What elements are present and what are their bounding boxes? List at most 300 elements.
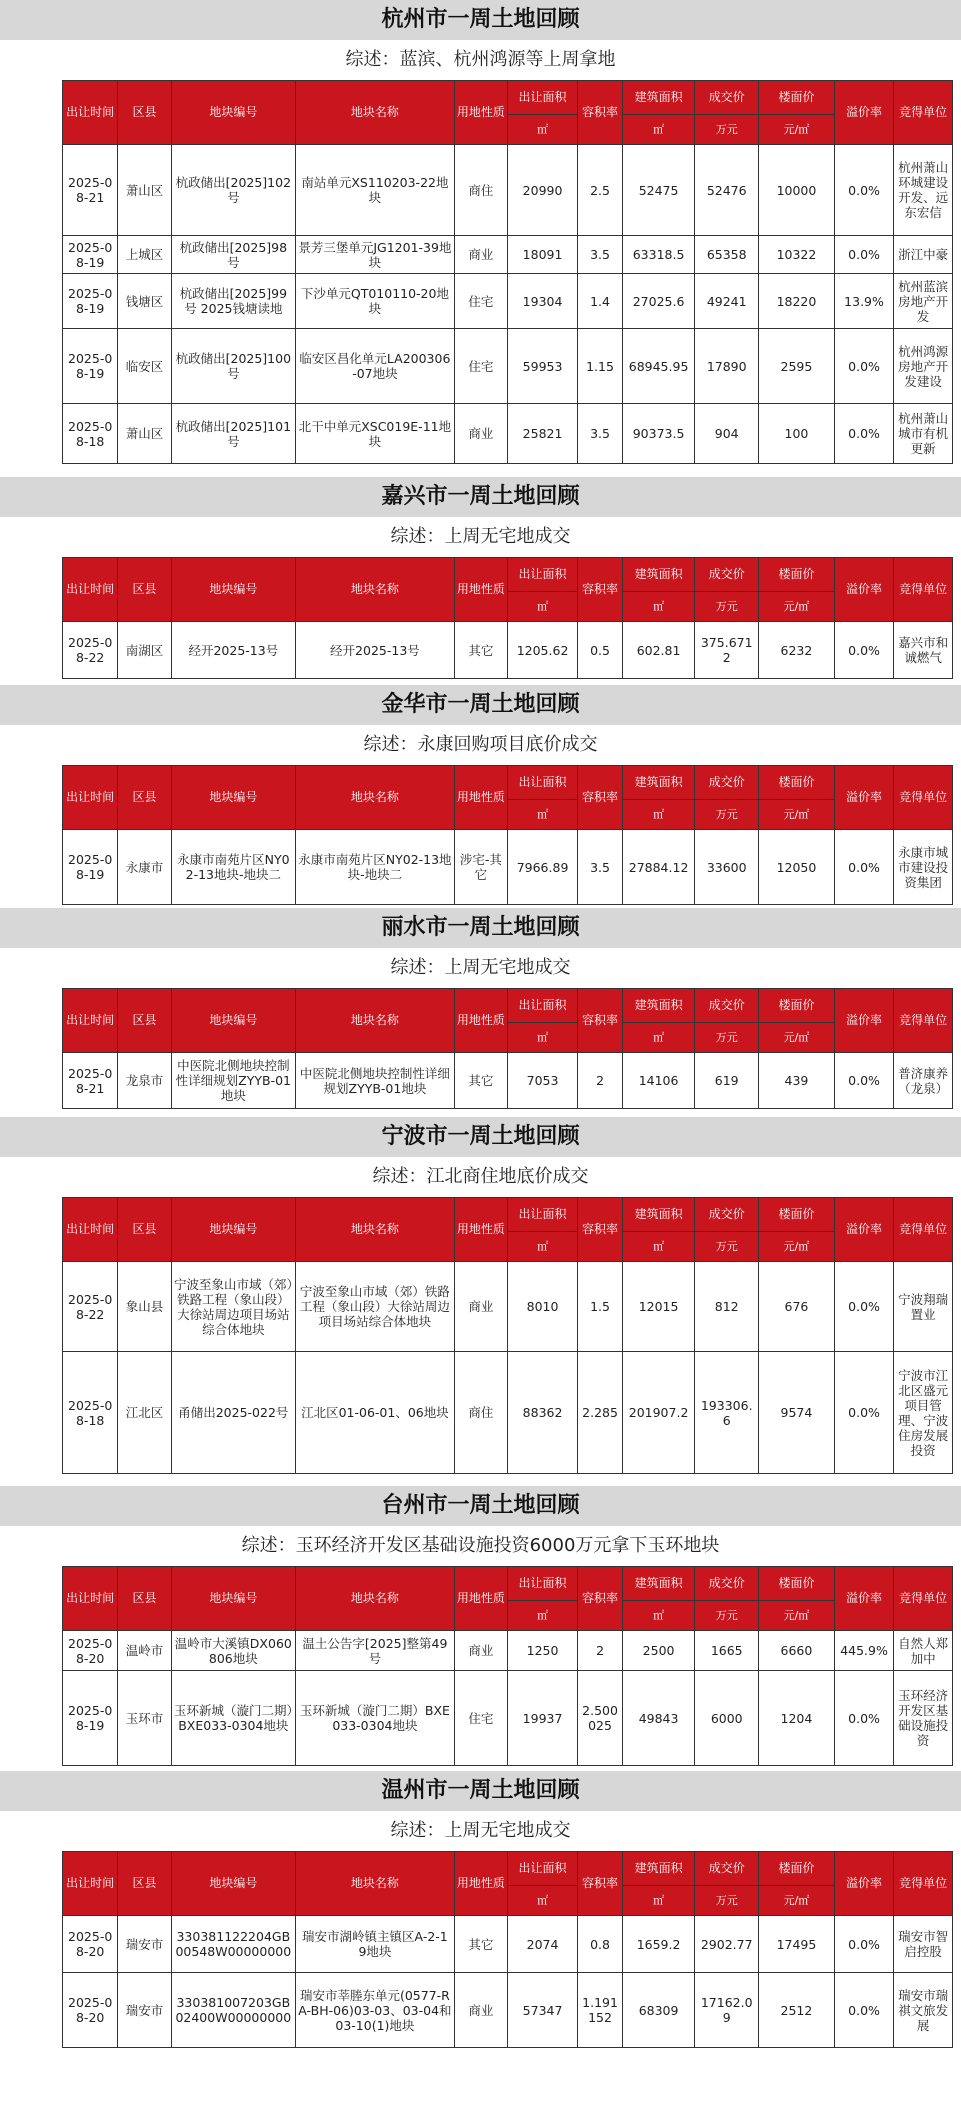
col-header-winner: 竞得单位: [894, 989, 953, 1053]
cell-area: 19937: [507, 1671, 577, 1766]
col-header-use: 用地性质: [454, 1567, 507, 1631]
unit-wan: 万元: [695, 115, 759, 145]
cell-date: 2025-08-20: [63, 1916, 118, 1973]
cell-unit-price: 676: [759, 1262, 835, 1352]
table-header-row: [63, 1852, 953, 1886]
cell-use: 商业: [454, 1973, 507, 2048]
col-header-district: 区县: [118, 989, 171, 1053]
col-header-code: 地块编号: [171, 989, 296, 1053]
section-summary: 综述：江北商住地底价成交: [372, 1166, 589, 1187]
cell-price: 2902.77: [695, 1916, 759, 1973]
col-header-date: 出让时间: [63, 558, 118, 622]
cell-code: 杭政储出[2025]102号: [171, 145, 296, 236]
col-header-build-area: 建筑面积: [622, 1567, 694, 1601]
cell-district: 龙泉市: [118, 1053, 171, 1109]
cell-district: 南湖区: [118, 622, 171, 679]
unit-yuan-sqm: 元/㎡: [759, 1601, 835, 1631]
unit-sqm: ㎡: [622, 115, 694, 145]
unit-wan: 万元: [695, 1886, 759, 1916]
table-header-row: [63, 81, 953, 115]
col-header-code: 地块编号: [171, 1198, 296, 1262]
cell-area: 20990: [507, 145, 577, 236]
unit-wan: 万元: [695, 1601, 759, 1631]
col-header-district: 区县: [118, 766, 171, 830]
section-taizhou: [0, 1486, 961, 1766]
col-header-price: 成交价: [695, 989, 759, 1023]
cell-unit-price: 100: [759, 404, 835, 464]
col-header-name: 地块名称: [296, 1852, 455, 1916]
cell-area: 59953: [507, 329, 577, 404]
cell-name: 宁波至象山市域（郊）铁路工程（象山段）大徐站周边项目场站综合体地块: [296, 1262, 455, 1352]
cell-unit-price: 18220: [759, 274, 835, 329]
land-table: [62, 557, 953, 679]
cell-code: 宁波至象山市域（郊）铁路工程（象山段）大徐站周边项目场站综合体地块: [171, 1262, 296, 1352]
cell-name: 瑞安市湖岭镇主镇区A-2-19地块: [296, 1916, 455, 1973]
table-row: [63, 1352, 953, 1474]
table-header-row: [63, 558, 953, 592]
col-header-use: 用地性质: [454, 81, 507, 145]
unit-yuan-sqm: 元/㎡: [759, 1886, 835, 1916]
col-header-build-area: 建筑面积: [622, 766, 694, 800]
col-header-winner: 竞得单位: [894, 1567, 953, 1631]
table-row: [63, 329, 953, 404]
cell-code: 330381007203GB02400W00000000: [171, 1973, 296, 2048]
cell-district: 象山县: [118, 1262, 171, 1352]
cell-use: 住宅: [454, 329, 507, 404]
cell-winner: 杭州萧山城市有机更新: [894, 404, 953, 464]
cell-unit-price: 9574: [759, 1352, 835, 1474]
col-header-area: 出让面积: [507, 81, 577, 115]
col-header-build-area: 建筑面积: [622, 1852, 694, 1886]
unit-sqm: ㎡: [622, 1232, 694, 1262]
cell-district: 玉环市: [118, 1671, 171, 1766]
unit-wan: 万元: [695, 592, 759, 622]
col-header-date: 出让时间: [63, 989, 118, 1053]
col-header-use: 用地性质: [454, 766, 507, 830]
section-title: 温州市一周土地回顾: [0, 1771, 961, 1811]
cell-winner: 杭州萧山环城建设开发、远东宏信: [894, 145, 953, 236]
col-header-name: 地块名称: [296, 1567, 455, 1631]
table-row: [63, 622, 953, 679]
table-row: [63, 236, 953, 274]
col-header-far: 容积率: [578, 766, 623, 830]
col-header-price: 成交价: [695, 1852, 759, 1886]
cell-far: 2.5: [578, 145, 623, 236]
cell-premium: 0.0%: [834, 1973, 894, 2048]
cell-district: 瑞安市: [118, 1973, 171, 2048]
col-header-price: 成交价: [695, 558, 759, 592]
unit-wan: 万元: [695, 1232, 759, 1262]
section-hangzhou: [0, 0, 961, 464]
cell-premium: 13.9%: [834, 274, 894, 329]
cell-price: 49241: [695, 274, 759, 329]
cell-far: 0.5: [578, 622, 623, 679]
col-header-premium: 溢价率: [834, 1198, 894, 1262]
table-row: [63, 274, 953, 329]
cell-date: 2025-08-19: [63, 1671, 118, 1766]
col-header-code: 地块编号: [171, 766, 296, 830]
cell-use: 其它: [454, 622, 507, 679]
col-header-build-area: 建筑面积: [622, 1198, 694, 1232]
cell-district: 上城区: [118, 236, 171, 274]
col-header-name: 地块名称: [296, 558, 455, 622]
section-jiaxing: [0, 477, 961, 679]
cell-area: 19304: [507, 274, 577, 329]
unit-sqm: ㎡: [507, 1886, 577, 1916]
unit-wan: 万元: [695, 1023, 759, 1053]
cell-far: 2: [578, 1631, 623, 1671]
table-header-row: [63, 1198, 953, 1232]
col-header-unit-price: 楼面价: [759, 1198, 835, 1232]
col-header-name: 地块名称: [296, 81, 455, 145]
cell-premium: 0.0%: [834, 145, 894, 236]
cell-use: 商业: [454, 404, 507, 464]
section-title: 金华市一周土地回顾: [0, 685, 961, 725]
land-table: [62, 1851, 953, 2048]
cell-winner: 宁波市江北区盛元项目管理、宁波住房发展投资: [894, 1352, 953, 1474]
cell-date: 2025-08-18: [63, 404, 118, 464]
cell-unit-price: 439: [759, 1053, 835, 1109]
cell-premium: 0.0%: [834, 1671, 894, 1766]
cell-far: 2.500025: [578, 1671, 623, 1766]
cell-far: 3.5: [578, 236, 623, 274]
col-header-area: 出让面积: [507, 1567, 577, 1601]
table-row: [63, 404, 953, 464]
col-header-district: 区县: [118, 1567, 171, 1631]
table-header-row: [63, 766, 953, 800]
cell-premium: 0.0%: [834, 329, 894, 404]
col-header-district: 区县: [118, 1852, 171, 1916]
cell-winner: 玉环经济开发区基础设施投资: [894, 1671, 953, 1766]
cell-district: 钱塘区: [118, 274, 171, 329]
cell-unit-price: 12050: [759, 830, 835, 905]
cell-far: 3.5: [578, 830, 623, 905]
cell-name: 永康市南苑片区NY02-13地块-地块二: [296, 830, 455, 905]
cell-premium: 0.0%: [834, 622, 894, 679]
col-header-premium: 溢价率: [834, 81, 894, 145]
cell-winner: 永康市城市建设投资集团: [894, 830, 953, 905]
cell-far: 0.8: [578, 1916, 623, 1973]
cell-winner: 嘉兴市和诚燃气: [894, 622, 953, 679]
cell-winner: 自然人郑加中: [894, 1631, 953, 1671]
cell-premium: 0.0%: [834, 1262, 894, 1352]
cell-use: 住宅: [454, 274, 507, 329]
cell-use: 涉宅-其它: [454, 830, 507, 905]
unit-sqm: ㎡: [622, 592, 694, 622]
cell-district: 萧山区: [118, 145, 171, 236]
col-header-area: 出让面积: [507, 1198, 577, 1232]
cell-code: 杭政储出[2025]98号: [171, 236, 296, 274]
col-header-far: 容积率: [578, 1852, 623, 1916]
cell-unit-price: 10000: [759, 145, 835, 236]
cell-build-area: 1659.2: [622, 1916, 694, 1973]
section-wenzhou: [0, 1771, 961, 2048]
land-table: [62, 80, 953, 464]
col-header-area: 出让面积: [507, 1852, 577, 1886]
cell-build-area: 2500: [622, 1631, 694, 1671]
section-title: 嘉兴市一周土地回顾: [0, 477, 961, 517]
col-header-date: 出让时间: [63, 1852, 118, 1916]
cell-district: 温岭市: [118, 1631, 171, 1671]
cell-price: 904: [695, 404, 759, 464]
cell-name: 南站单元XS110203-22地块: [296, 145, 455, 236]
col-header-unit-price: 楼面价: [759, 1567, 835, 1601]
cell-winner: 瑞安市智启控股: [894, 1916, 953, 1973]
cell-date: 2025-08-19: [63, 236, 118, 274]
section-lishui: [0, 908, 961, 1109]
table-row: [63, 145, 953, 236]
cell-code: 杭政储出[2025]99号 2025钱塘读地: [171, 274, 296, 329]
cell-premium: 0.0%: [834, 830, 894, 905]
col-header-premium: 溢价率: [834, 1852, 894, 1916]
col-header-winner: 竞得单位: [894, 766, 953, 830]
table-row: [63, 1053, 953, 1109]
cell-area: 18091: [507, 236, 577, 274]
cell-build-area: 27884.12: [622, 830, 694, 905]
cell-price: 33600: [695, 830, 759, 905]
col-header-use: 用地性质: [454, 1852, 507, 1916]
cell-code: 经开2025-13号: [171, 622, 296, 679]
col-header-date: 出让时间: [63, 1567, 118, 1631]
col-header-unit-price: 楼面价: [759, 989, 835, 1023]
col-header-far: 容积率: [578, 1198, 623, 1262]
cell-date: 2025-08-21: [63, 145, 118, 236]
cell-build-area: 68309: [622, 1973, 694, 2048]
col-header-use: 用地性质: [454, 1198, 507, 1262]
col-header-date: 出让时间: [63, 766, 118, 830]
col-header-far: 容积率: [578, 558, 623, 622]
unit-yuan-sqm: 元/㎡: [759, 115, 835, 145]
table-row: [63, 1262, 953, 1352]
section-title: 杭州市一周土地回顾: [0, 0, 961, 40]
cell-name: 临安区昌化单元LA200306-07地块: [296, 329, 455, 404]
cell-date: 2025-08-19: [63, 274, 118, 329]
col-header-area: 出让面积: [507, 558, 577, 592]
col-header-winner: 竞得单位: [894, 1852, 953, 1916]
cell-price: 6000: [695, 1671, 759, 1766]
unit-yuan-sqm: 元/㎡: [759, 592, 835, 622]
section-summary: 综述：永康回购项目底价成交: [363, 734, 598, 755]
col-header-district: 区县: [118, 558, 171, 622]
cell-far: 2.285: [578, 1352, 623, 1474]
cell-unit-price: 6232: [759, 622, 835, 679]
cell-district: 永康市: [118, 830, 171, 905]
cell-name: 玉环新城（漩门二期）BXE033-0304地块: [296, 1671, 455, 1766]
cell-code: 甬储出2025-022号: [171, 1352, 296, 1474]
table-header-row: [63, 989, 953, 1023]
cell-area: 7966.89: [507, 830, 577, 905]
col-header-code: 地块编号: [171, 81, 296, 145]
unit-sqm: ㎡: [507, 800, 577, 830]
col-header-name: 地块名称: [296, 766, 455, 830]
cell-district: 临安区: [118, 329, 171, 404]
col-header-price: 成交价: [695, 766, 759, 800]
cell-area: 88362: [507, 1352, 577, 1474]
col-header-premium: 溢价率: [834, 989, 894, 1053]
cell-price: 193306.6: [695, 1352, 759, 1474]
unit-yuan-sqm: 元/㎡: [759, 1023, 835, 1053]
cell-date: 2025-08-19: [63, 830, 118, 905]
cell-unit-price: 10322: [759, 236, 835, 274]
section-summary: 综述：玉环经济开发区基础设施投资6000万元拿下玉环地块: [241, 1535, 720, 1556]
cell-far: 1.4: [578, 274, 623, 329]
cell-name: 北干中单元XSC019E-11地块: [296, 404, 455, 464]
unit-sqm: ㎡: [622, 800, 694, 830]
cell-far: 1.15: [578, 329, 623, 404]
col-header-winner: 竞得单位: [894, 1198, 953, 1262]
table-row: [63, 1631, 953, 1671]
cell-name: 中医院北侧地块控制性详细规划ZYYB-01地块: [296, 1053, 455, 1109]
cell-date: 2025-08-20: [63, 1631, 118, 1671]
cell-code: 中医院北侧地块控制性详细规划ZYYB-01地块: [171, 1053, 296, 1109]
cell-unit-price: 2512: [759, 1973, 835, 2048]
cell-date: 2025-08-18: [63, 1352, 118, 1474]
col-header-build-area: 建筑面积: [622, 81, 694, 115]
cell-winner: 浙江中豪: [894, 236, 953, 274]
table-row: [63, 1671, 953, 1766]
cell-premium: 0.0%: [834, 1916, 894, 1973]
cell-name: 温土公告字[2025]整第49号: [296, 1631, 455, 1671]
cell-build-area: 14106: [622, 1053, 694, 1109]
cell-code: 永康市南苑片区NY02-13地块-地块二: [171, 830, 296, 905]
unit-sqm: ㎡: [507, 1232, 577, 1262]
col-header-code: 地块编号: [171, 1852, 296, 1916]
cell-use: 商业: [454, 1631, 507, 1671]
col-header-price: 成交价: [695, 81, 759, 115]
col-header-code: 地块编号: [171, 558, 296, 622]
section-title: 台州市一周土地回顾: [0, 1486, 961, 1526]
section-ningbo: [0, 1117, 961, 1474]
col-header-unit-price: 楼面价: [759, 1852, 835, 1886]
cell-code: 温岭市大溪镇DX060806地块: [171, 1631, 296, 1671]
cell-district: 瑞安市: [118, 1916, 171, 1973]
cell-area: 8010: [507, 1262, 577, 1352]
cell-use: 商住: [454, 145, 507, 236]
cell-name: 瑞安市莘塍东单元(0577-RA-BH-06)03-03、03-04和03-10(1)地块: [296, 1973, 455, 2048]
cell-unit-price: 17495: [759, 1916, 835, 1973]
cell-build-area: 63318.5: [622, 236, 694, 274]
land-table: [62, 1566, 953, 1766]
col-header-build-area: 建筑面积: [622, 989, 694, 1023]
col-header-far: 容积率: [578, 989, 623, 1053]
land-table: [62, 988, 953, 1109]
col-header-unit-price: 楼面价: [759, 766, 835, 800]
col-header-date: 出让时间: [63, 81, 118, 145]
table-header-row: [63, 1567, 953, 1601]
col-header-winner: 竞得单位: [894, 558, 953, 622]
unit-yuan-sqm: 元/㎡: [759, 800, 835, 830]
cell-premium: 445.9%: [834, 1631, 894, 1671]
cell-price: 619: [695, 1053, 759, 1109]
cell-premium: 0.0%: [834, 1053, 894, 1109]
cell-winner: 杭州蓝滨房地产开发: [894, 274, 953, 329]
cell-far: 2: [578, 1053, 623, 1109]
col-header-date: 出让时间: [63, 1198, 118, 1262]
cell-area: 7053: [507, 1053, 577, 1109]
cell-date: 2025-08-22: [63, 622, 118, 679]
col-header-use: 用地性质: [454, 989, 507, 1053]
col-header-use: 用地性质: [454, 558, 507, 622]
unit-sqm: ㎡: [507, 592, 577, 622]
cell-price: 52476: [695, 145, 759, 236]
table-row: [63, 830, 953, 905]
cell-code: 杭政储出[2025]100号: [171, 329, 296, 404]
unit-sqm: ㎡: [622, 1886, 694, 1916]
col-header-winner: 竞得单位: [894, 81, 953, 145]
cell-build-area: 201907.2: [622, 1352, 694, 1474]
cell-name: 下沙单元QT010110-20地块: [296, 274, 455, 329]
unit-sqm: ㎡: [622, 1601, 694, 1631]
table-row: [63, 1973, 953, 2048]
col-header-premium: 溢价率: [834, 558, 894, 622]
section-summary: 综述：上周无宅地成交: [390, 957, 571, 978]
cell-far: 1.5: [578, 1262, 623, 1352]
section-jinhua: [0, 685, 961, 905]
cell-use: 住宅: [454, 1671, 507, 1766]
unit-sqm: ㎡: [507, 1023, 577, 1053]
cell-use: 其它: [454, 1916, 507, 1973]
cell-use: 商业: [454, 1262, 507, 1352]
cell-price: 1665: [695, 1631, 759, 1671]
cell-price: 17162.09: [695, 1973, 759, 2048]
land-table: [62, 1197, 953, 1474]
cell-date: 2025-08-22: [63, 1262, 118, 1352]
cell-price: 17890: [695, 329, 759, 404]
land-table: [62, 765, 953, 905]
cell-name: 经开2025-13号: [296, 622, 455, 679]
unit-yuan-sqm: 元/㎡: [759, 1232, 835, 1262]
cell-unit-price: 2595: [759, 329, 835, 404]
cell-build-area: 49843: [622, 1671, 694, 1766]
cell-date: 2025-08-20: [63, 1973, 118, 2048]
cell-area: 2074: [507, 1916, 577, 1973]
col-header-far: 容积率: [578, 1567, 623, 1631]
cell-price: 375.6712: [695, 622, 759, 679]
unit-sqm: ㎡: [507, 1601, 577, 1631]
cell-name: 景芳三堡单元JG1201-39地块: [296, 236, 455, 274]
col-header-area: 出让面积: [507, 989, 577, 1023]
col-header-name: 地块名称: [296, 1198, 455, 1262]
cell-code: 330381122204GB00548W00000000: [171, 1916, 296, 1973]
cell-use: 商业: [454, 236, 507, 274]
cell-unit-price: 6660: [759, 1631, 835, 1671]
unit-wan: 万元: [695, 800, 759, 830]
col-header-price: 成交价: [695, 1198, 759, 1232]
section-summary: 综述：蓝滨、杭州鸿源等上周拿地: [345, 49, 616, 70]
cell-date: 2025-08-19: [63, 329, 118, 404]
cell-area: 1250: [507, 1631, 577, 1671]
col-header-district: 区县: [118, 81, 171, 145]
cell-area: 25821: [507, 404, 577, 464]
cell-code: 杭政储出[2025]101号: [171, 404, 296, 464]
cell-district: 萧山区: [118, 404, 171, 464]
col-header-far: 容积率: [578, 81, 623, 145]
cell-unit-price: 1204: [759, 1671, 835, 1766]
cell-build-area: 12015: [622, 1262, 694, 1352]
unit-sqm: ㎡: [507, 115, 577, 145]
cell-name: 江北区01-06-01、06地块: [296, 1352, 455, 1474]
cell-use: 其它: [454, 1053, 507, 1109]
cell-far: 3.5: [578, 404, 623, 464]
col-header-unit-price: 楼面价: [759, 81, 835, 115]
cell-build-area: 27025.6: [622, 274, 694, 329]
cell-winner: 宁波翔瑞置业: [894, 1262, 953, 1352]
cell-build-area: 602.81: [622, 622, 694, 679]
col-header-price: 成交价: [695, 1567, 759, 1601]
cell-district: 江北区: [118, 1352, 171, 1474]
cell-winner: 瑞安市瑞祺文旅发展: [894, 1973, 953, 2048]
table-row: [63, 1916, 953, 1973]
